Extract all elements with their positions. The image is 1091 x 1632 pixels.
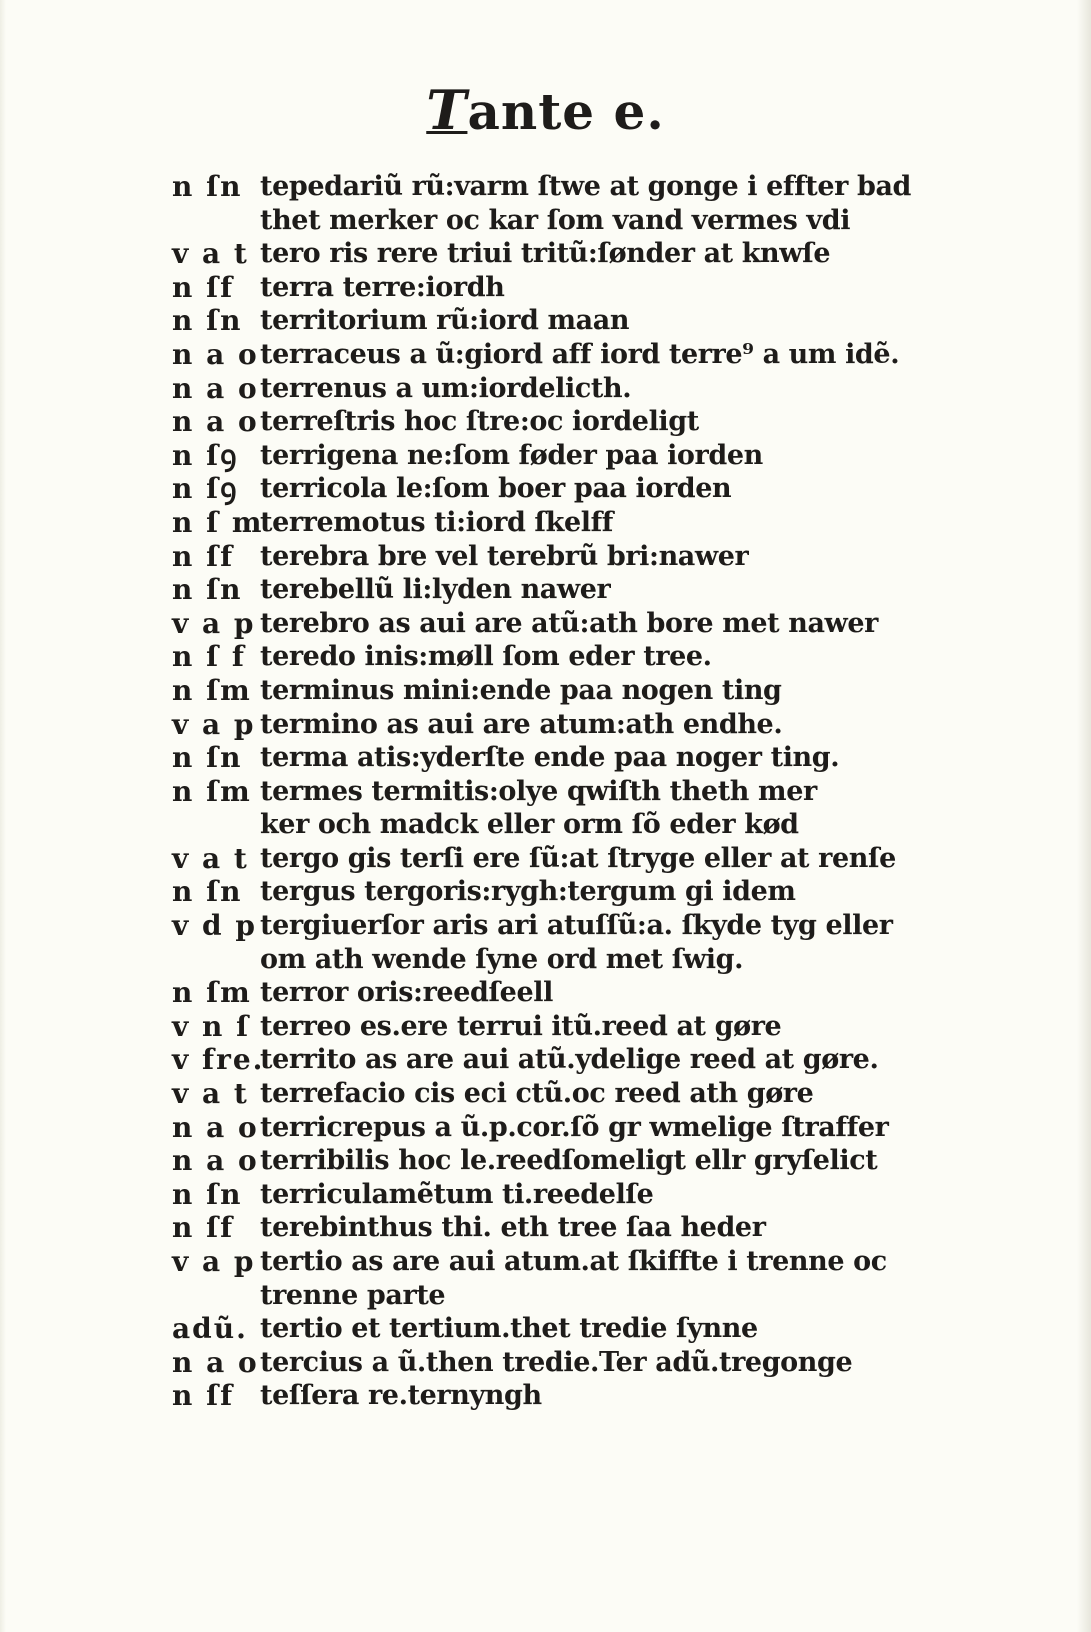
entry-line: terricrepus a ũ.p.cor.ſõ gr wmelige ſtraffer bbox=[260, 1111, 889, 1143]
entry-text bbox=[260, 540, 952, 574]
grammar-code: n ſn bbox=[172, 573, 243, 607]
entry-line: om ath wende ſyne ord met ſwig. bbox=[260, 943, 744, 975]
grammar-code: n a o bbox=[172, 337, 259, 371]
dictionary-entry bbox=[172, 1211, 952, 1245]
entry-text bbox=[260, 506, 952, 540]
entry-line: terror oris:reedſeell bbox=[260, 977, 553, 1009]
entry-text bbox=[260, 1144, 952, 1178]
entry-line: tercius a ũ.then tredie.Ter adũ.tregonge bbox=[260, 1346, 853, 1378]
entry-text bbox=[260, 741, 952, 775]
entry-text bbox=[260, 1245, 952, 1312]
entry-line: terreo es.ere terrui itũ.reed at gøre bbox=[260, 1010, 782, 1042]
dictionary-entry bbox=[172, 674, 952, 708]
grammar-code: n a o bbox=[172, 1345, 259, 1379]
grammar-code: n ſn bbox=[172, 304, 243, 338]
entry-text bbox=[260, 875, 952, 909]
entry-line: tertio et tertium.thet tredie ſynne bbox=[260, 1313, 758, 1345]
entry-line: tergiuerſor aris ari atuſſũ:a. ſkyde tyg eller bbox=[260, 910, 893, 942]
dictionary-entry bbox=[172, 842, 952, 876]
grammar-code: n ſ f bbox=[172, 640, 246, 674]
page-left-edge bbox=[0, 0, 6, 1632]
entry-text bbox=[260, 1010, 952, 1044]
grammar-code: v n ſ bbox=[172, 1009, 251, 1043]
entry-text bbox=[260, 271, 952, 305]
dictionary-entry bbox=[172, 506, 952, 540]
grammar-code: adũ. bbox=[172, 1312, 248, 1346]
entry-line: termes termitis:olye qwiſth theth mer bbox=[260, 775, 817, 807]
entry-text bbox=[260, 1379, 952, 1413]
entry-line: terreſtris hoc ſtre:oc iordeligt bbox=[260, 406, 699, 438]
entry-text bbox=[260, 708, 952, 742]
grammar-code: n a o bbox=[172, 405, 259, 439]
grammar-code: v a t bbox=[172, 1077, 249, 1111]
entry-line: tero ris rere triui tritũ:ſønder at knwſe bbox=[260, 238, 831, 270]
entry-text bbox=[260, 976, 952, 1010]
entry-line: ker och madck eller orm ſõ eder kød bbox=[260, 809, 799, 841]
dictionary-entry bbox=[172, 1245, 952, 1312]
entry-line: tertio as are aui atum.at ſkiffte i trenne oc bbox=[260, 1246, 887, 1277]
entry-line: terricola le:ſom boer paa iorden bbox=[260, 473, 732, 505]
grammar-code: v d p bbox=[172, 909, 257, 943]
entry-line: terebro as aui are atũ:ath bore met nawer bbox=[260, 607, 878, 639]
grammar-code: n ſn bbox=[172, 741, 243, 775]
grammar-code: n a o bbox=[172, 1144, 259, 1178]
entry-line: terebinthus thi. eth tree ſaa heder bbox=[260, 1212, 766, 1244]
grammar-code: n ſꝯ bbox=[172, 472, 239, 506]
grammar-code: n ſm bbox=[172, 976, 252, 1010]
entry-text bbox=[260, 237, 952, 271]
dictionary-entry bbox=[172, 1312, 952, 1346]
grammar-code: n a o bbox=[172, 371, 259, 405]
entry-text bbox=[260, 1178, 952, 1212]
dictionary-entry bbox=[172, 1379, 952, 1413]
entry-text bbox=[260, 775, 952, 842]
entry-line: terminus mini:ende paa nogen ting bbox=[260, 674, 782, 706]
entry-text bbox=[260, 170, 952, 237]
page-right-edge-shadow bbox=[1077, 0, 1091, 1632]
dictionary-entry bbox=[172, 573, 952, 607]
entry-text bbox=[260, 909, 952, 976]
dictionary-entry bbox=[172, 775, 952, 842]
dictionary-entry bbox=[172, 1346, 952, 1380]
dictionary-entry bbox=[172, 405, 952, 439]
dictionary-entry bbox=[172, 1144, 952, 1178]
dictionary-entry bbox=[172, 708, 952, 742]
dictionary-entry bbox=[172, 1178, 952, 1212]
entry-text bbox=[260, 1043, 952, 1077]
entry-line: teredo inis:møll ſom eder tree. bbox=[260, 641, 712, 673]
grammar-code: n ſꝯ bbox=[172, 438, 239, 472]
dictionary-entry bbox=[172, 372, 952, 406]
entry-line: tergus tergoris:rygh:tergum gi idem bbox=[260, 876, 796, 908]
dictionary-entry bbox=[172, 170, 952, 237]
dictionary-entry bbox=[172, 607, 952, 641]
dictionary-entry bbox=[172, 271, 952, 305]
running-head-initial: T bbox=[426, 78, 468, 142]
entry-line: termino as aui are atum:ath endhe. bbox=[260, 708, 783, 740]
entry-text bbox=[260, 640, 952, 674]
entry-text bbox=[260, 1211, 952, 1245]
entry-line: terremotus ti:iord ſkelff bbox=[260, 506, 614, 538]
entry-line: tergo gis terſi ere ſũ:at ſtryge eller at renſe bbox=[260, 842, 896, 874]
dictionary-entry bbox=[172, 976, 952, 1010]
grammar-code: v a p bbox=[172, 1245, 256, 1278]
entry-line: terebra bre vel terebrũ bri:nawer bbox=[260, 540, 749, 572]
entry-line: terraceus a ũ:giord aff iord terre⁹ a um idẽ. bbox=[260, 338, 900, 370]
entry-line: territorium rũ:iord maan bbox=[260, 305, 630, 337]
entry-line: territo as are aui atũ.ydelige reed at gøre. bbox=[260, 1044, 879, 1076]
dictionary-entry bbox=[172, 237, 952, 271]
dictionary-entries bbox=[172, 170, 952, 1413]
grammar-code: v fre. bbox=[172, 1043, 265, 1077]
entry-line: thet merker oc kar ſom vand vermes vdi bbox=[260, 204, 851, 236]
dictionary-entry bbox=[172, 540, 952, 574]
grammar-code: n ſf bbox=[172, 539, 235, 573]
running-head bbox=[0, 78, 1091, 142]
grammar-code: n ſn bbox=[172, 875, 243, 909]
entry-text bbox=[260, 1312, 952, 1346]
grammar-code: n ſf bbox=[172, 270, 235, 304]
entry-line: teſſera re.ternyngh bbox=[260, 1380, 542, 1412]
entry-line: terrigena ne:ſom føder paa iorden bbox=[260, 439, 763, 471]
dictionary-entry bbox=[172, 1010, 952, 1044]
entry-text bbox=[260, 573, 952, 607]
entry-line: terra terre:iordh bbox=[260, 271, 505, 303]
entry-text bbox=[260, 439, 952, 473]
dictionary-entry bbox=[172, 472, 952, 506]
dictionary-entry bbox=[172, 1043, 952, 1077]
dictionary-entry bbox=[172, 304, 952, 338]
entry-line: trenne parte bbox=[260, 1279, 446, 1311]
dictionary-entry bbox=[172, 875, 952, 909]
entry-line: terrenus a um:iordelicth. bbox=[260, 372, 632, 404]
dictionary-entry bbox=[172, 1111, 952, 1145]
grammar-code: v a p bbox=[172, 707, 256, 741]
entry-line: terma atis:yderſte ende paa noger ting. bbox=[260, 742, 840, 774]
grammar-code: v a t bbox=[172, 237, 249, 271]
dictionary-entry bbox=[172, 439, 952, 473]
entry-text bbox=[260, 1077, 952, 1111]
grammar-code: n ſ m bbox=[172, 505, 264, 539]
entry-text bbox=[260, 842, 952, 876]
entry-text bbox=[260, 304, 952, 338]
grammar-code: n ſn bbox=[172, 1177, 243, 1211]
dictionary-entry bbox=[172, 1077, 952, 1111]
entry-text bbox=[260, 607, 952, 641]
grammar-code: n ſf bbox=[172, 1379, 235, 1413]
grammar-code: n a o bbox=[172, 1110, 259, 1144]
entry-text bbox=[260, 372, 952, 406]
dictionary-entry bbox=[172, 909, 952, 976]
entry-line: tepedariũ rũ:varm ſtwe at gonge i effter bad bbox=[260, 171, 912, 202]
dictionary-entry bbox=[172, 640, 952, 674]
entry-text bbox=[260, 472, 952, 506]
dictionary-entry bbox=[172, 741, 952, 775]
entry-text bbox=[260, 405, 952, 439]
grammar-code: n ſm bbox=[172, 774, 252, 808]
entry-text bbox=[260, 1346, 952, 1380]
grammar-code: n ſn bbox=[172, 170, 243, 203]
entry-line: terriculamẽtum ti.reedelſe bbox=[260, 1178, 654, 1210]
entry-text bbox=[260, 1111, 952, 1145]
entry-text bbox=[260, 674, 952, 708]
entry-line: terebellũ li:lyden nawer bbox=[260, 574, 611, 606]
dictionary-entry bbox=[172, 338, 952, 372]
grammar-code: n ſf bbox=[172, 1211, 235, 1245]
grammar-code: v a t bbox=[172, 841, 249, 875]
entry-line: terrefacio cis eci ctũ.oc reed ath gøre bbox=[260, 1078, 814, 1110]
entry-text bbox=[260, 338, 952, 372]
grammar-code: n ſm bbox=[172, 673, 252, 707]
grammar-code: v a p bbox=[172, 606, 256, 640]
entry-line: terribilis hoc le.reedſomeligt ellr gryſelict bbox=[260, 1145, 878, 1177]
running-head-text: ante e. bbox=[467, 82, 665, 141]
